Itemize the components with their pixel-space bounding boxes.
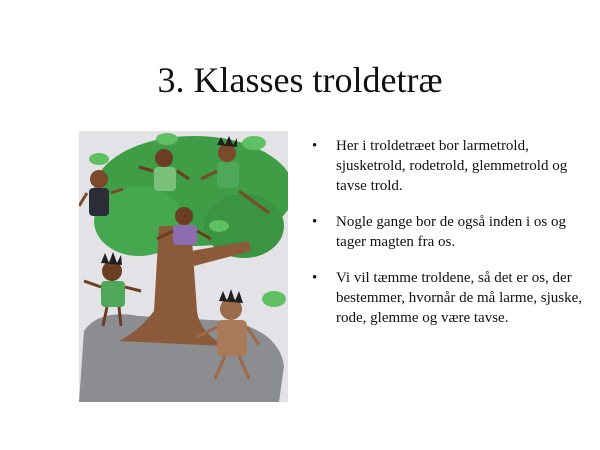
bullet-text: Her i troldetræet bor larmetrold, sjusketrold, rodetrold, glemmetrold og tavse trold.: [336, 138, 568, 194]
slide-title: 3. Klasses troldetræ: [157, 60, 443, 100]
bullet-item: [309, 212, 584, 252]
bullet-item: [309, 136, 584, 196]
bullet-glyph: •: [312, 138, 318, 154]
bullet-text: Nogle gange bor de også inden i os og tager magten fra os.: [336, 214, 566, 250]
bullet-glyph: •: [312, 270, 318, 286]
bullet-glyph: •: [312, 214, 318, 230]
bullet-text: Vi vil tæmme troldene, så det er os, der bestemmer, hvornår de må larme, sjuske, rode, glemme og være tavse.: [336, 270, 582, 326]
troll-tree-photo: [79, 131, 288, 402]
bullet-item: [309, 268, 584, 328]
bullet-list: [309, 136, 584, 344]
